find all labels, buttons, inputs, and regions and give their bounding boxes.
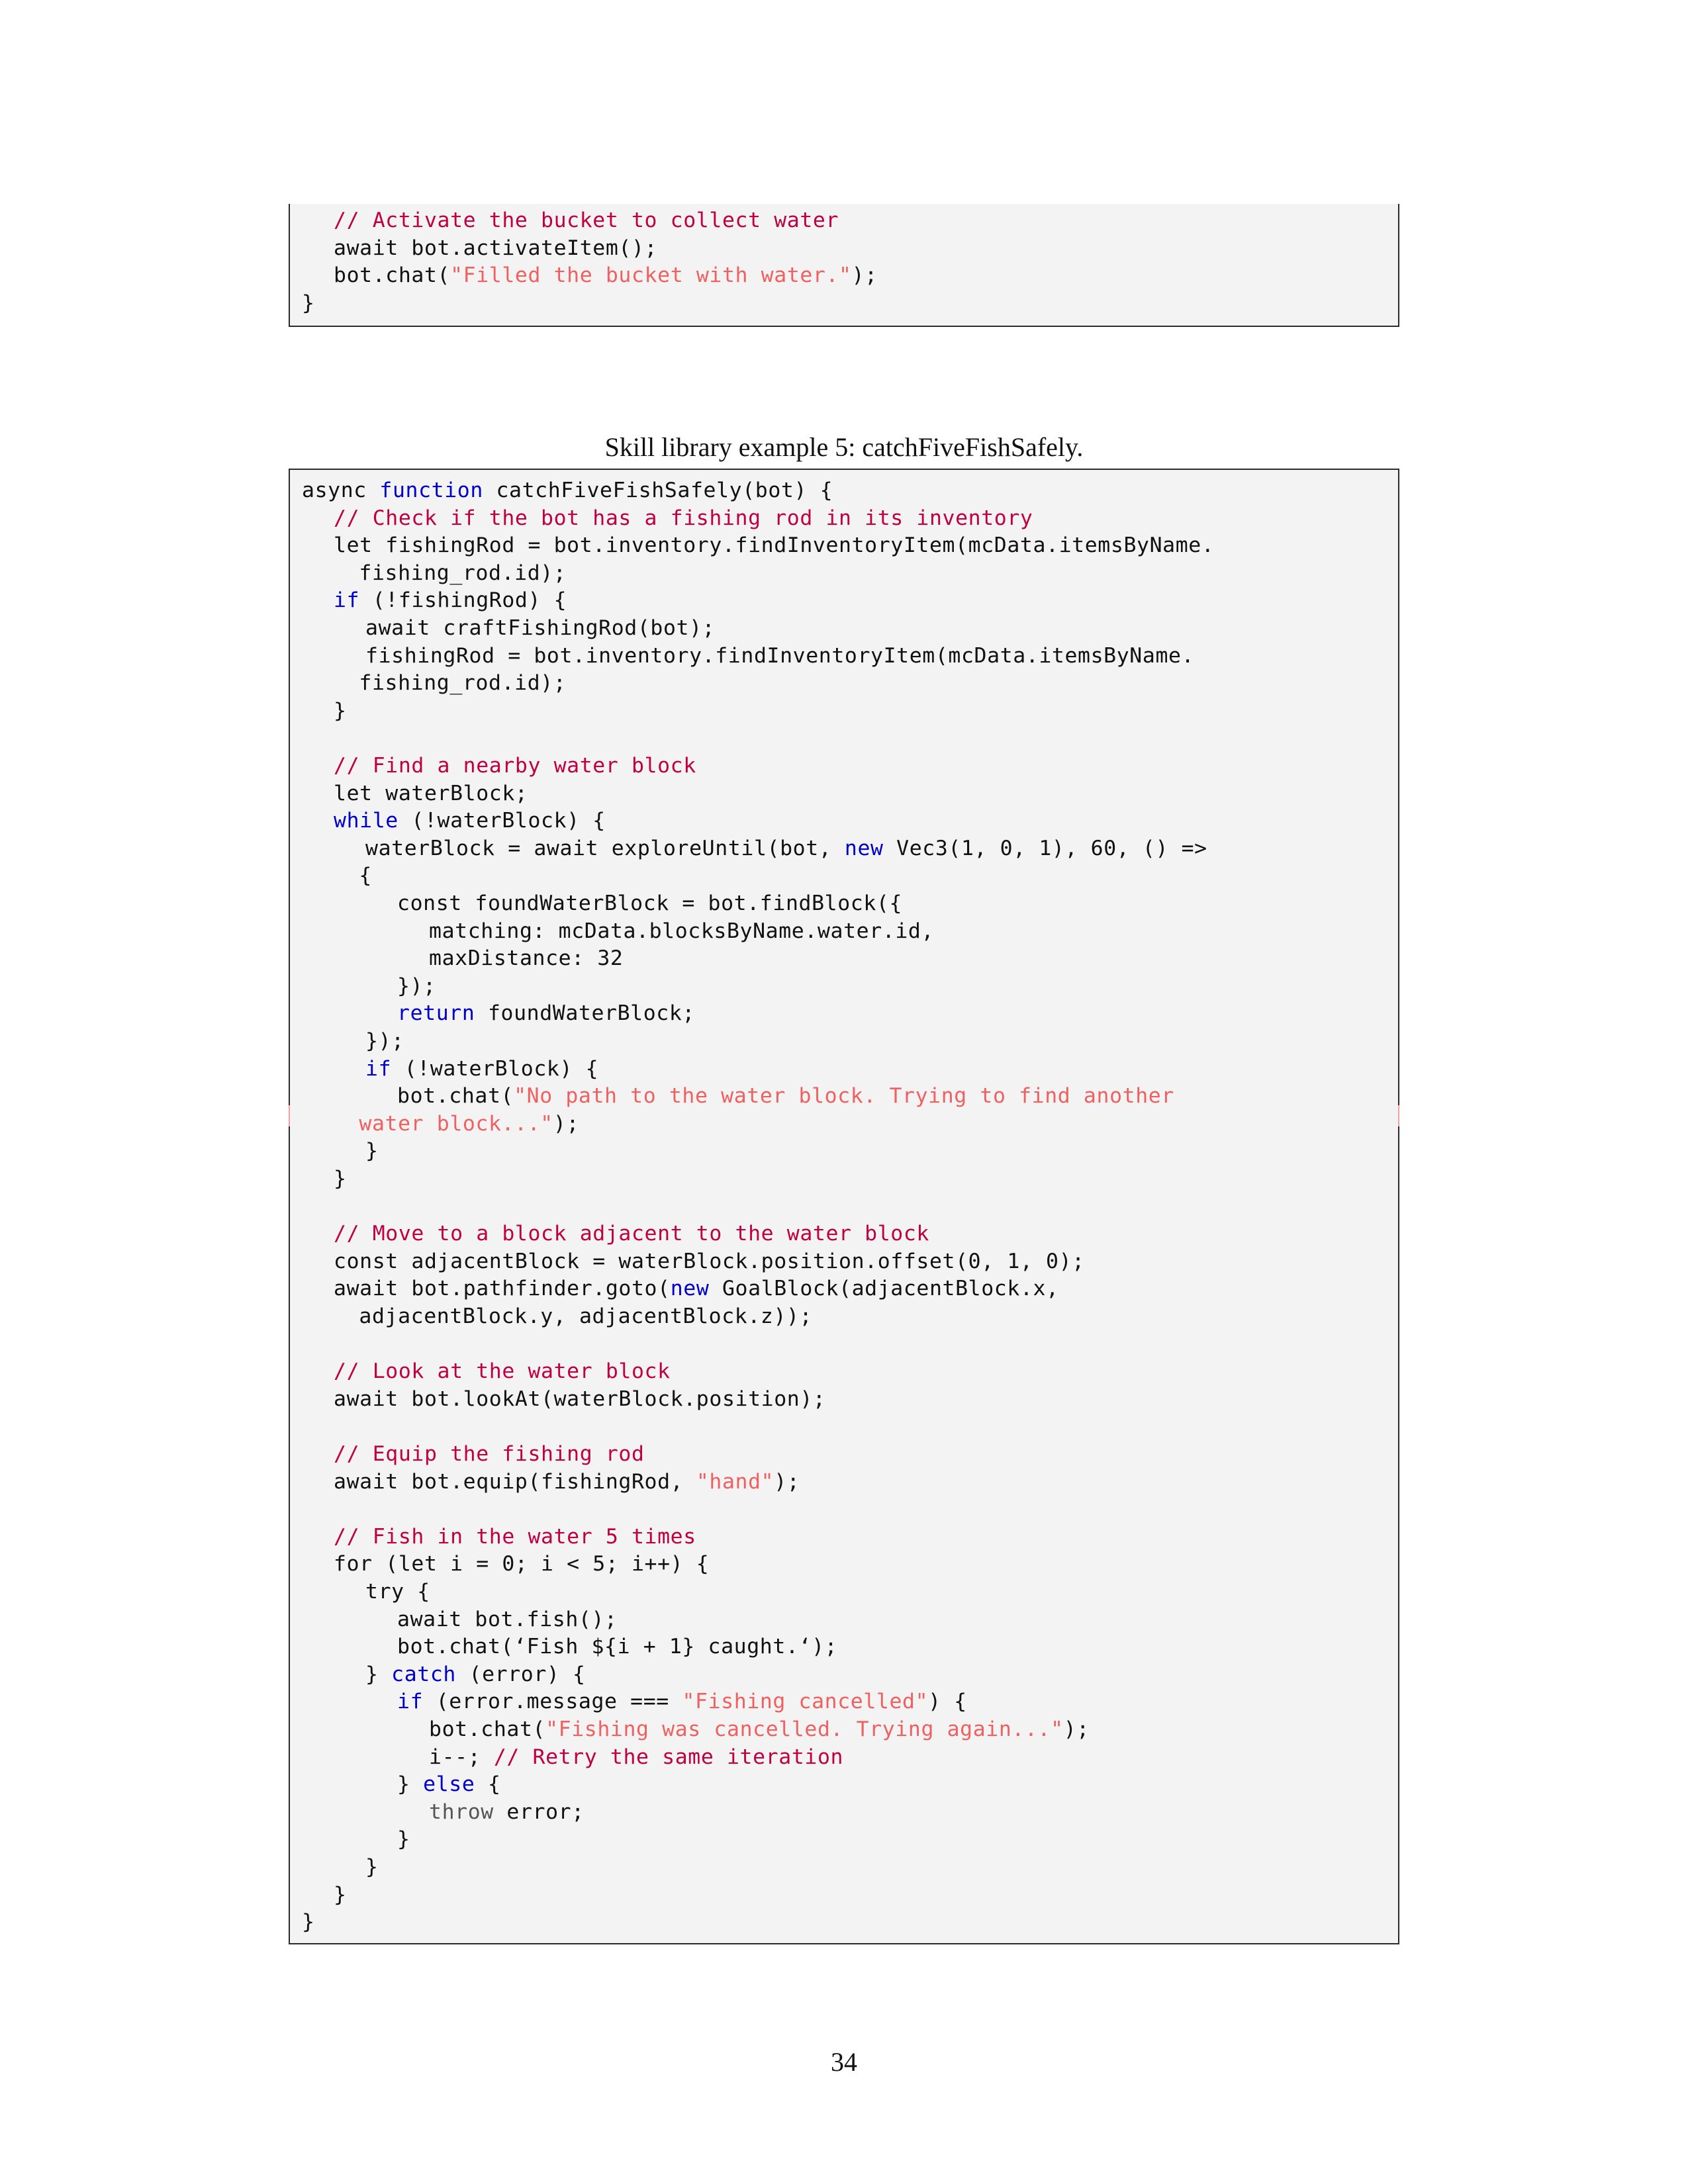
code-token: // Find a nearby water block xyxy=(334,754,696,778)
code-token: (!waterBlock) { xyxy=(391,1056,599,1081)
code-token: waterBlock = await exploreUntil(bot, xyxy=(365,836,845,860)
code-token: // Retry the same iteration xyxy=(493,1745,844,1769)
code-token: async xyxy=(302,478,380,502)
code-token: bot.chat( xyxy=(429,1717,546,1741)
code-token: } xyxy=(397,1827,410,1852)
code-token: } xyxy=(334,1167,347,1191)
code-line xyxy=(334,1440,645,1468)
code-token: throw xyxy=(429,1799,494,1824)
code-token: while xyxy=(334,809,399,833)
code-line xyxy=(334,261,878,289)
code-token: bot.chat( xyxy=(397,1084,514,1109)
code-line xyxy=(359,862,372,889)
code-token: if xyxy=(365,1056,392,1081)
code-line xyxy=(359,1110,579,1138)
code-token: "Filled the bucket with water." xyxy=(450,263,852,288)
code-token: catchFiveFishSafely(bot) { xyxy=(483,478,833,502)
code-token: if xyxy=(397,1690,424,1714)
code-line xyxy=(365,1578,430,1606)
code-token: error; xyxy=(493,1799,585,1824)
code-line xyxy=(429,1743,843,1771)
line-wrap-marker-left xyxy=(289,1105,290,1126)
code-line xyxy=(397,1082,1174,1110)
code-token: ); xyxy=(774,1469,800,1494)
code-token: for (let i = 0; i < 5; i++) { xyxy=(334,1552,710,1576)
code-token: (!waterBlock) { xyxy=(398,809,606,833)
code-line xyxy=(334,1385,825,1413)
code-line xyxy=(365,1055,598,1083)
code-token: function xyxy=(379,478,483,502)
code-token: i--; xyxy=(429,1745,494,1769)
code-line xyxy=(334,1275,1059,1302)
code-line xyxy=(302,289,315,317)
code-token: await bot.activateItem(); xyxy=(334,236,658,260)
code-token: maxDistance: 32 xyxy=(429,946,624,971)
code-line xyxy=(429,917,934,945)
code-token: await bot.lookAt(waterBlock.position); xyxy=(334,1387,826,1411)
code-token: let waterBlock; xyxy=(334,781,528,805)
code-line xyxy=(334,206,839,234)
code-line xyxy=(365,642,1194,670)
code-token: bot.chat(‘Fish ${i + 1} caught.‘); xyxy=(397,1635,838,1659)
code-token: GoalBlock(adjacentBlock.x, xyxy=(709,1277,1059,1301)
code-token: (!fishingRod) { xyxy=(359,588,567,613)
code-token: return xyxy=(397,1001,475,1026)
code-token: } xyxy=(302,1910,315,1934)
code-token: (error.message === xyxy=(423,1690,682,1714)
code-token: foundWaterBlock; xyxy=(475,1001,695,1026)
code-line xyxy=(397,1825,410,1853)
code-token: (error) { xyxy=(455,1662,586,1686)
code-token: const adjacentBlock = waterBlock.position.offset(0, 1, 0); xyxy=(334,1249,1085,1273)
code-line xyxy=(334,504,1033,532)
code-line xyxy=(334,531,1214,559)
code-token: }); xyxy=(365,1029,404,1053)
code-token: "hand" xyxy=(696,1469,774,1494)
code-token: await bot.equip(fishingRod, xyxy=(334,1469,696,1494)
code-token: await bot.pathfinder.goto( xyxy=(334,1277,671,1301)
code-line xyxy=(334,752,696,780)
code-token: // Equip the fishing rod xyxy=(334,1442,645,1466)
code-line xyxy=(429,1715,1090,1743)
code-line xyxy=(334,697,347,725)
code-token: } xyxy=(365,1139,379,1163)
code-token: }); xyxy=(397,974,436,998)
code-line xyxy=(334,780,528,807)
code-token: else xyxy=(423,1772,475,1797)
code-line xyxy=(397,999,695,1027)
code-token: } xyxy=(302,291,315,315)
code-line xyxy=(365,1137,379,1165)
code-token: } xyxy=(365,1662,392,1686)
code-token: bot.chat( xyxy=(334,263,451,288)
code-token: fishingRod = bot.inventory.findInventoryItem(mcData.itemsByName. xyxy=(365,643,1195,668)
code-token: await craftFishingRod(bot); xyxy=(365,616,716,640)
code-token: // Fish in the water 5 times xyxy=(334,1524,696,1549)
code-token: ); xyxy=(851,263,878,288)
code-token: } xyxy=(334,1882,347,1907)
code-line xyxy=(397,1688,967,1715)
code-token: adjacentBlock.y, adjacentBlock.z)); xyxy=(359,1304,813,1328)
code-token: water block..." xyxy=(359,1111,553,1136)
code-token: "Fishing was cancelled. Trying again..." xyxy=(545,1717,1064,1741)
code-token: // Look at the water block xyxy=(334,1359,671,1384)
page-number: 34 xyxy=(831,2047,857,2077)
code-token: if xyxy=(334,588,360,613)
code-line xyxy=(359,669,566,697)
line-wrap-marker-right xyxy=(1398,1105,1399,1126)
code-line xyxy=(334,1357,671,1385)
code-token: try { xyxy=(365,1580,430,1604)
listing-caption: Skill library example 5: catchFiveFishSafely. xyxy=(604,432,1084,462)
code-line xyxy=(397,889,902,917)
code-line xyxy=(397,1770,501,1798)
code-token: "Fishing cancelled" xyxy=(682,1690,929,1714)
code-token: matching: mcData.blocksByName.water.id, xyxy=(429,919,935,943)
code-token: Vec3(1, 0, 1), 60, () => xyxy=(883,836,1207,860)
code-line xyxy=(365,1853,379,1881)
code-line xyxy=(334,1165,347,1193)
code-token: fishing_rod.id); xyxy=(359,671,567,696)
code-line xyxy=(334,586,567,614)
code-line xyxy=(334,1523,696,1551)
code-token: ) { xyxy=(928,1690,967,1714)
code-token: // Activate the bucket to collect water xyxy=(334,208,839,232)
code-token: let fishingRod = bot.inventory.findInventoryItem(mcData.itemsByName. xyxy=(334,533,1215,558)
code-token: await bot.fish(); xyxy=(397,1607,618,1631)
code-token: ); xyxy=(1063,1717,1090,1741)
code-token: { xyxy=(475,1772,501,1797)
code-token: catch xyxy=(391,1662,456,1686)
code-token: } xyxy=(334,698,347,723)
code-line xyxy=(334,1881,347,1909)
code-line xyxy=(359,559,566,587)
code-token: const foundWaterBlock = bot.findBlock({ xyxy=(397,891,903,915)
code-token: } xyxy=(365,1855,379,1879)
code-line xyxy=(365,835,1207,862)
code-line xyxy=(334,1248,1085,1275)
code-line xyxy=(334,1550,709,1578)
code-line xyxy=(359,1302,812,1330)
code-line xyxy=(334,807,606,835)
code-token: { xyxy=(359,864,372,888)
code-line xyxy=(334,1220,929,1248)
code-listing-catch-five-fish-safely xyxy=(289,469,1399,1944)
code-line xyxy=(365,1661,586,1688)
code-line xyxy=(302,1908,315,1936)
code-token: fishing_rod.id); xyxy=(359,561,567,585)
code-line xyxy=(429,1798,585,1826)
code-token: ); xyxy=(553,1111,580,1136)
code-line xyxy=(334,234,657,262)
code-line xyxy=(397,1633,837,1661)
code-line xyxy=(397,1606,618,1633)
code-line xyxy=(397,972,436,1000)
code-line xyxy=(365,1027,404,1055)
code-line xyxy=(302,477,833,504)
code-token: // Check if the bot has a fishing rod in its inventory xyxy=(334,506,1033,530)
code-token: // Move to a block adjacent to the water block xyxy=(334,1222,929,1246)
code-token: new xyxy=(844,836,884,860)
code-token: "No path to the water block. Trying to find another xyxy=(514,1084,1174,1109)
code-line xyxy=(365,614,715,642)
code-token: new xyxy=(670,1277,710,1301)
code-snippet-continued xyxy=(289,204,1399,327)
code-line xyxy=(334,1468,800,1496)
code-token: } xyxy=(397,1772,424,1797)
code-line xyxy=(429,944,623,972)
